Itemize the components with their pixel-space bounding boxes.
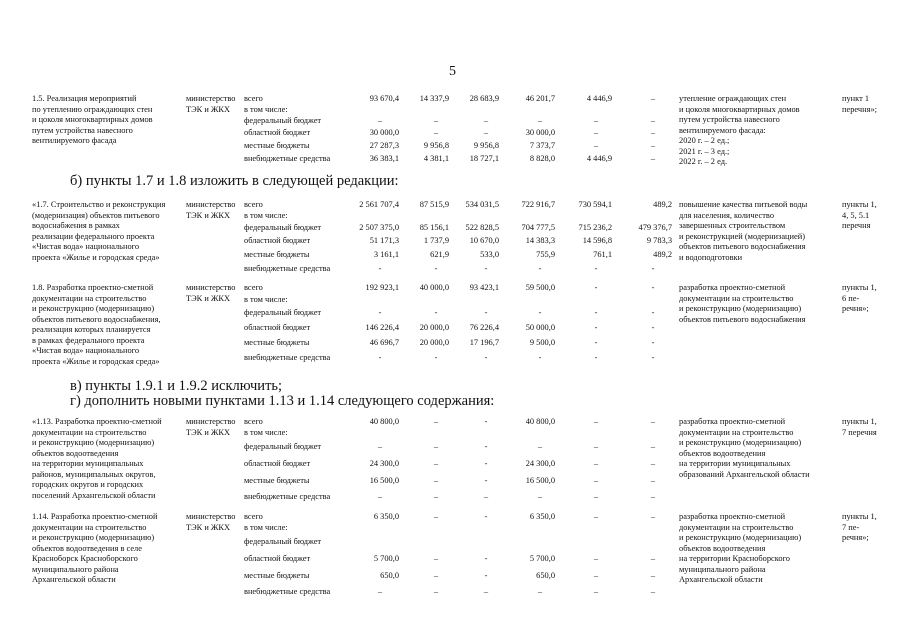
funding-value: 730 594,1 — [578, 200, 612, 209]
funding-value: 6 350,0 — [373, 512, 399, 521]
funding-value: - — [434, 353, 438, 362]
funding-value: - — [538, 308, 542, 317]
funding-value: 722 916,7 — [521, 200, 555, 209]
item-name-line: и реконструкцию (модернизацию) — [32, 533, 155, 542]
funding-source: внебюджетные средства — [244, 353, 331, 362]
reference-line: 7 пе- — [842, 522, 860, 532]
item-name-line: проекта «Жилье и городская среда» — [32, 252, 160, 262]
funding-value: - — [594, 308, 598, 317]
funding-value: 9 956,8 — [473, 141, 499, 150]
funding-source: местные бюджеты — [244, 476, 310, 485]
funding-value: – — [377, 492, 383, 501]
result-line: утепление ограждающих стен — [679, 94, 787, 103]
executor-line: министерство — [186, 94, 236, 103]
funding-source: всего — [244, 94, 263, 103]
funding-value: 93 423,1 — [469, 283, 499, 292]
funding-source: федеральный бюджет — [244, 308, 322, 317]
funding-source: всего — [244, 512, 263, 521]
result-line: и водоподготовки — [679, 252, 743, 262]
funding-value: – — [433, 128, 439, 137]
funding-value: - — [484, 476, 488, 485]
funding-value: 761,1 — [593, 250, 612, 259]
funding-value: - — [594, 353, 598, 362]
funding-value: – — [483, 587, 489, 596]
funding-value: 14 596,8 — [582, 236, 612, 245]
funding-value: – — [433, 492, 439, 501]
result-line: объектов питьевого водоснабжения — [679, 242, 806, 251]
funding-value: – — [433, 571, 439, 580]
funding-value: 9 500,0 — [529, 338, 555, 347]
heading-b: б) пункты 1.7 и 1.8 изложить в следующей редакции: — [70, 173, 399, 189]
funding-value: 10 670,0 — [469, 236, 499, 245]
item-name-line: городских округов и городских — [32, 480, 144, 489]
funding-value: 93 670,4 — [369, 94, 399, 103]
item-name-line: вентилируемого фасада — [32, 136, 117, 145]
funding-value: – — [433, 512, 439, 521]
funding-source: федеральный бюджет — [244, 442, 322, 451]
funding-source: местные бюджеты — [244, 141, 310, 150]
reference-line: пункты 1, — [842, 512, 877, 521]
funding-value: - — [378, 308, 382, 317]
funding-value: – — [483, 115, 489, 125]
funding-value: 9 783,3 — [646, 236, 672, 245]
funding-value: – — [593, 141, 599, 150]
funding-value: 20 000,0 — [419, 338, 449, 347]
item-name-line: по утеплению ограждающих стен — [32, 104, 153, 114]
funding-source: внебюджетные средства — [244, 154, 331, 163]
funding-value: 2 507 375,0 — [359, 222, 399, 232]
item-name-line: (модернизация) объектов питьевого — [32, 210, 160, 220]
item-name-line: «Чистая вода» национального — [32, 346, 140, 355]
funding-value: 650,0 — [380, 571, 399, 580]
item-name-line: реализации федерального проекта — [32, 231, 155, 241]
result-line: объектов питьевого водоснабжения — [679, 314, 806, 324]
funding-source: в том числе: — [244, 522, 288, 532]
funding-value: 87 515,9 — [419, 200, 449, 209]
funding-value: – — [593, 128, 599, 137]
item-name-line: Красноборск Красноборского — [32, 554, 138, 563]
funding-value: 534 031,5 — [465, 200, 499, 209]
funding-value: - — [484, 353, 488, 362]
reference-line: 7 перечня — [842, 427, 877, 437]
funding-value: – — [433, 115, 439, 125]
funding-source: местные бюджеты — [244, 250, 310, 259]
funding-value: – — [433, 476, 439, 485]
executor-line: ТЭК и ЖКХ — [186, 293, 231, 303]
result-line: и реконструкцию (модернизацию) — [679, 438, 802, 447]
funding-value: – — [650, 492, 656, 501]
funding-value: - — [484, 417, 488, 426]
funding-source: федеральный бюджет — [244, 537, 322, 546]
result-line: Архангельской области — [679, 575, 763, 584]
heading-g: г) дополнить новыми пунктами 1.13 и 1.14 следующего содержания: — [70, 393, 495, 409]
funding-value: - — [484, 459, 488, 468]
funding-value: 9 956,8 — [423, 141, 449, 150]
funding-value: - — [484, 571, 488, 580]
funding-value: 192 923,1 — [365, 283, 399, 292]
funding-source: федеральный бюджет — [244, 222, 322, 232]
reference-line: пункт 1 — [842, 94, 870, 103]
reference-line: пункты 1, — [842, 200, 877, 209]
funding-value: 3 161,1 — [373, 250, 399, 259]
funding-value: – — [650, 154, 656, 163]
item-name-line: «1.7. Строительство и реконструкция — [32, 200, 166, 209]
funding-source: местные бюджеты — [244, 571, 310, 580]
result-line: для населения, количество — [679, 210, 775, 220]
funding-value: 4 446,9 — [586, 154, 612, 163]
reference-line: речня»; — [842, 304, 869, 313]
reference-line: перечня — [842, 221, 871, 230]
funding-value: – — [433, 459, 439, 468]
funding-value: 4 446,9 — [586, 94, 612, 103]
funding-value: – — [537, 587, 543, 596]
funding-value: – — [433, 587, 439, 596]
funding-source: местные бюджеты — [244, 338, 310, 347]
item-name-line: районов, муниципальных округов, — [32, 469, 156, 479]
funding-value: – — [593, 554, 599, 563]
executor-line: ТЭК и ЖКХ — [186, 104, 231, 114]
funding-value: 51 171,3 — [369, 236, 399, 245]
funding-value: 489,2 — [653, 200, 672, 209]
item-name-line: и цоколя многоквартирных домов — [32, 115, 153, 124]
funding-value: – — [593, 115, 599, 125]
funding-source: внебюджетные средства — [244, 492, 331, 501]
reference-line: пункты 1, — [842, 283, 877, 292]
funding-source: федеральный бюджет — [244, 115, 322, 125]
item-name-line: документации на строительство — [32, 427, 147, 437]
funding-value: - — [434, 308, 438, 317]
funding-value: 715 236,2 — [578, 222, 612, 232]
funding-source: в том числе: — [244, 295, 288, 304]
funding-value: 8 828,0 — [529, 154, 555, 163]
item-name-line: и реконструкцию (модернизацию) — [32, 438, 155, 447]
funding-value: – — [650, 571, 656, 580]
funding-value: – — [650, 459, 656, 468]
funding-value: – — [433, 554, 439, 563]
funding-source: областной бюджет — [244, 236, 311, 245]
funding-value: - — [434, 264, 438, 273]
funding-source: в том числе: — [244, 104, 288, 114]
item-name-line: 1.14. Разработка проектно-сметной — [32, 512, 158, 521]
funding-value: - — [484, 308, 488, 317]
result-line: и реконструкцию (модернизацию) — [679, 304, 802, 313]
item-name-line: 1.8. Разработка проектно-сметной — [32, 283, 154, 292]
funding-value: – — [377, 442, 383, 451]
funding-value: 40 000,0 — [419, 283, 449, 292]
funding-value: 146 226,4 — [365, 323, 399, 332]
result-line: 2021 г. – 3 ед.; — [679, 146, 730, 156]
funding-value: - — [651, 323, 655, 332]
funding-value: – — [650, 554, 656, 563]
result-line: объектов водоотведения — [679, 543, 766, 553]
funding-value: - — [484, 554, 488, 563]
item-name-line: реализация которых планируется — [32, 325, 151, 334]
funding-value: – — [537, 492, 543, 501]
executor-line: министерство — [186, 512, 236, 521]
funding-value: – — [593, 512, 599, 521]
funding-value: 50 000,0 — [525, 323, 555, 332]
funding-source: областной бюджет — [244, 459, 311, 468]
funding-value: - — [651, 264, 655, 273]
executor-line: ТЭК и ЖКХ — [186, 427, 231, 437]
item-name-line: объектов водоотведения в селе — [32, 543, 142, 553]
result-line: и реконструкцией (модернизацией) — [679, 231, 806, 241]
funding-source: областной бюджет — [244, 128, 311, 137]
funding-value: – — [593, 587, 599, 596]
funding-value: - — [594, 283, 598, 292]
item-name-line: поселений Архангельской области — [32, 490, 156, 500]
funding-value: 85 156,1 — [419, 222, 449, 232]
result-line: документации на строительство — [679, 293, 794, 303]
funding-value: – — [593, 417, 599, 426]
funding-value: – — [377, 587, 383, 596]
result-line: объектов водоотведения — [679, 448, 766, 458]
funding-value: – — [483, 128, 489, 137]
funding-value: - — [484, 442, 488, 451]
funding-source: внебюджетные средства — [244, 587, 331, 596]
funding-value: 7 373,7 — [529, 141, 555, 150]
funding-value: - — [378, 264, 382, 273]
funding-value: - — [594, 323, 598, 332]
item-name-line: на территории муниципальных — [32, 459, 144, 468]
funding-value: 533,0 — [480, 250, 499, 259]
funding-source: областной бюджет — [244, 323, 311, 332]
heading-v: в) пункты 1.9.1 и 1.9.2 исключить; — [70, 378, 283, 394]
funding-value: 5 700,0 — [529, 554, 555, 563]
funding-value: 16 500,0 — [525, 476, 555, 485]
funding-value: 6 350,0 — [529, 512, 555, 521]
funding-value: – — [483, 492, 489, 501]
item-name-line: объектов водоотведения — [32, 448, 119, 458]
funding-value: – — [650, 512, 656, 521]
result-line: повышение качества питьевой воды — [679, 200, 808, 209]
funding-value: 704 777,5 — [521, 222, 555, 232]
funding-value: - — [651, 283, 655, 292]
item-name-line: проекта «Жилье и городская среда» — [32, 356, 160, 366]
executor-line: министерство — [186, 417, 236, 426]
funding-source: в том числе: — [244, 427, 288, 437]
result-line: документации на строительство — [679, 427, 794, 437]
funding-value: 59 500,0 — [525, 283, 555, 292]
funding-value: - — [651, 353, 655, 362]
result-line: путем устройства навесного — [679, 115, 780, 124]
funding-value: – — [650, 587, 656, 596]
result-line: разработка проектно-сметной — [679, 283, 786, 292]
result-line: завершенных строительством — [679, 221, 786, 230]
executor-line: ТЭК и ЖКХ — [186, 522, 231, 532]
executor-line: министерство — [186, 200, 236, 209]
funding-value: – — [593, 476, 599, 485]
funding-value: 14 383,3 — [525, 236, 555, 245]
result-line: разработка проектно-сметной — [679, 417, 786, 426]
funding-value: 755,9 — [536, 250, 555, 259]
reference-line: речня»; — [842, 533, 869, 542]
funding-value: 16 500,0 — [369, 476, 399, 485]
funding-value: 650,0 — [536, 571, 555, 580]
funding-value: - — [538, 264, 542, 273]
funding-value: 522 828,5 — [465, 222, 499, 232]
result-line: 2022 г. – 2 ед. — [679, 157, 728, 166]
result-line: и реконструкцию (модернизацию) — [679, 533, 802, 542]
reference-line: перечня»; — [842, 104, 877, 114]
funding-value: 24 300,0 — [369, 459, 399, 468]
reference-line: 4, 5, 5.1 — [842, 210, 870, 220]
result-line: на территории Красноборского — [679, 554, 790, 563]
funding-value: 76 226,4 — [469, 323, 499, 332]
funding-value: 27 287,3 — [369, 141, 399, 150]
funding-value: 40 800,0 — [525, 417, 555, 426]
item-name-line: объектов питьевого водоснабжения, — [32, 314, 161, 324]
funding-value: – — [593, 442, 599, 451]
item-name-line: в рамках федерального проекта — [32, 335, 145, 345]
funding-value: – — [537, 442, 543, 451]
funding-source: всего — [244, 200, 263, 209]
funding-source: областной бюджет — [244, 554, 311, 563]
funding-value: 4 381,1 — [423, 154, 449, 163]
funding-value: 5 700,0 — [373, 554, 399, 563]
funding-value: 30 000,0 — [525, 128, 555, 137]
funding-value: 14 337,9 — [419, 94, 449, 103]
funding-value: - — [594, 338, 598, 347]
result-line: разработка проектно-сметной — [679, 512, 786, 521]
funding-value: – — [650, 141, 656, 150]
funding-value: 2 561 707,4 — [359, 200, 399, 209]
funding-value: 1 737,9 — [423, 236, 449, 245]
result-line: документации на строительство — [679, 522, 794, 532]
funding-value: 46 201,7 — [525, 94, 555, 103]
funding-value: – — [593, 492, 599, 501]
funding-value: - — [378, 353, 382, 362]
item-name-line: документации на строительство — [32, 522, 147, 532]
item-name-line: «Чистая вода» национального — [32, 242, 140, 251]
result-line: образований Архангельской области — [679, 469, 810, 479]
result-line: на территории муниципальных — [679, 459, 791, 468]
funding-value: – — [377, 115, 383, 125]
funding-value: – — [537, 115, 543, 125]
result-line: и цоколя многоквартирных домов — [679, 104, 800, 114]
item-name-line: документации на строительство — [32, 293, 147, 303]
funding-source: всего — [244, 283, 263, 292]
result-line: муниципального района — [679, 564, 766, 574]
item-name-line: муниципального района — [32, 564, 119, 574]
funding-value: - — [651, 308, 655, 317]
executor-line: ТЭК и ЖКХ — [186, 210, 231, 220]
item-name-line: «1.13. Разработка проектно-сметной — [32, 417, 162, 426]
funding-value: 30 000,0 — [369, 128, 399, 137]
funding-value: – — [650, 476, 656, 485]
executor-line: министерство — [186, 283, 236, 292]
funding-value: 621,9 — [430, 250, 449, 259]
item-name-line: и реконструкцию (модернизацию) — [32, 304, 155, 313]
funding-value: 20 000,0 — [419, 323, 449, 332]
funding-source: в том числе: — [244, 210, 288, 220]
funding-value: 489,2 — [653, 250, 672, 259]
funding-value: 479 376,7 — [638, 222, 672, 232]
funding-value: – — [650, 442, 656, 451]
funding-value: 18 727,1 — [469, 154, 499, 163]
funding-value: 28 683,9 — [469, 94, 499, 103]
funding-source: внебюджетные средства — [244, 264, 331, 273]
funding-value: 24 300,0 — [525, 459, 555, 468]
funding-value: – — [433, 417, 439, 426]
page-number: 5 — [449, 64, 456, 79]
funding-value: – — [593, 571, 599, 580]
funding-value: – — [650, 128, 656, 137]
reference-line: 6 пе- — [842, 293, 860, 303]
funding-value: – — [650, 94, 656, 103]
funding-value: – — [650, 417, 656, 426]
funding-value: - — [538, 353, 542, 362]
funding-value: - — [651, 338, 655, 347]
funding-value: – — [433, 442, 439, 451]
result-line: вентилируемого фасада: — [679, 125, 766, 135]
item-name-line: 1.5. Реализация мероприятий — [32, 94, 137, 103]
reference-line: пункты 1, — [842, 417, 877, 426]
item-name-line: водоснабжения в рамках — [32, 221, 120, 230]
funding-value: 40 800,0 — [369, 417, 399, 426]
funding-value: - — [484, 512, 488, 521]
funding-source: всего — [244, 417, 263, 426]
funding-value: - — [484, 264, 488, 273]
result-line: 2020 г. – 2 ед.; — [679, 136, 730, 145]
item-name-line: путем устройства навесного — [32, 125, 133, 135]
funding-value: – — [593, 459, 599, 468]
funding-value: - — [594, 264, 598, 273]
funding-value: – — [650, 115, 656, 125]
funding-value: 46 696,7 — [369, 338, 399, 347]
funding-value: 36 383,1 — [369, 154, 399, 163]
item-name-line: Архангельской области — [32, 575, 116, 584]
funding-value: 17 196,7 — [469, 338, 499, 347]
